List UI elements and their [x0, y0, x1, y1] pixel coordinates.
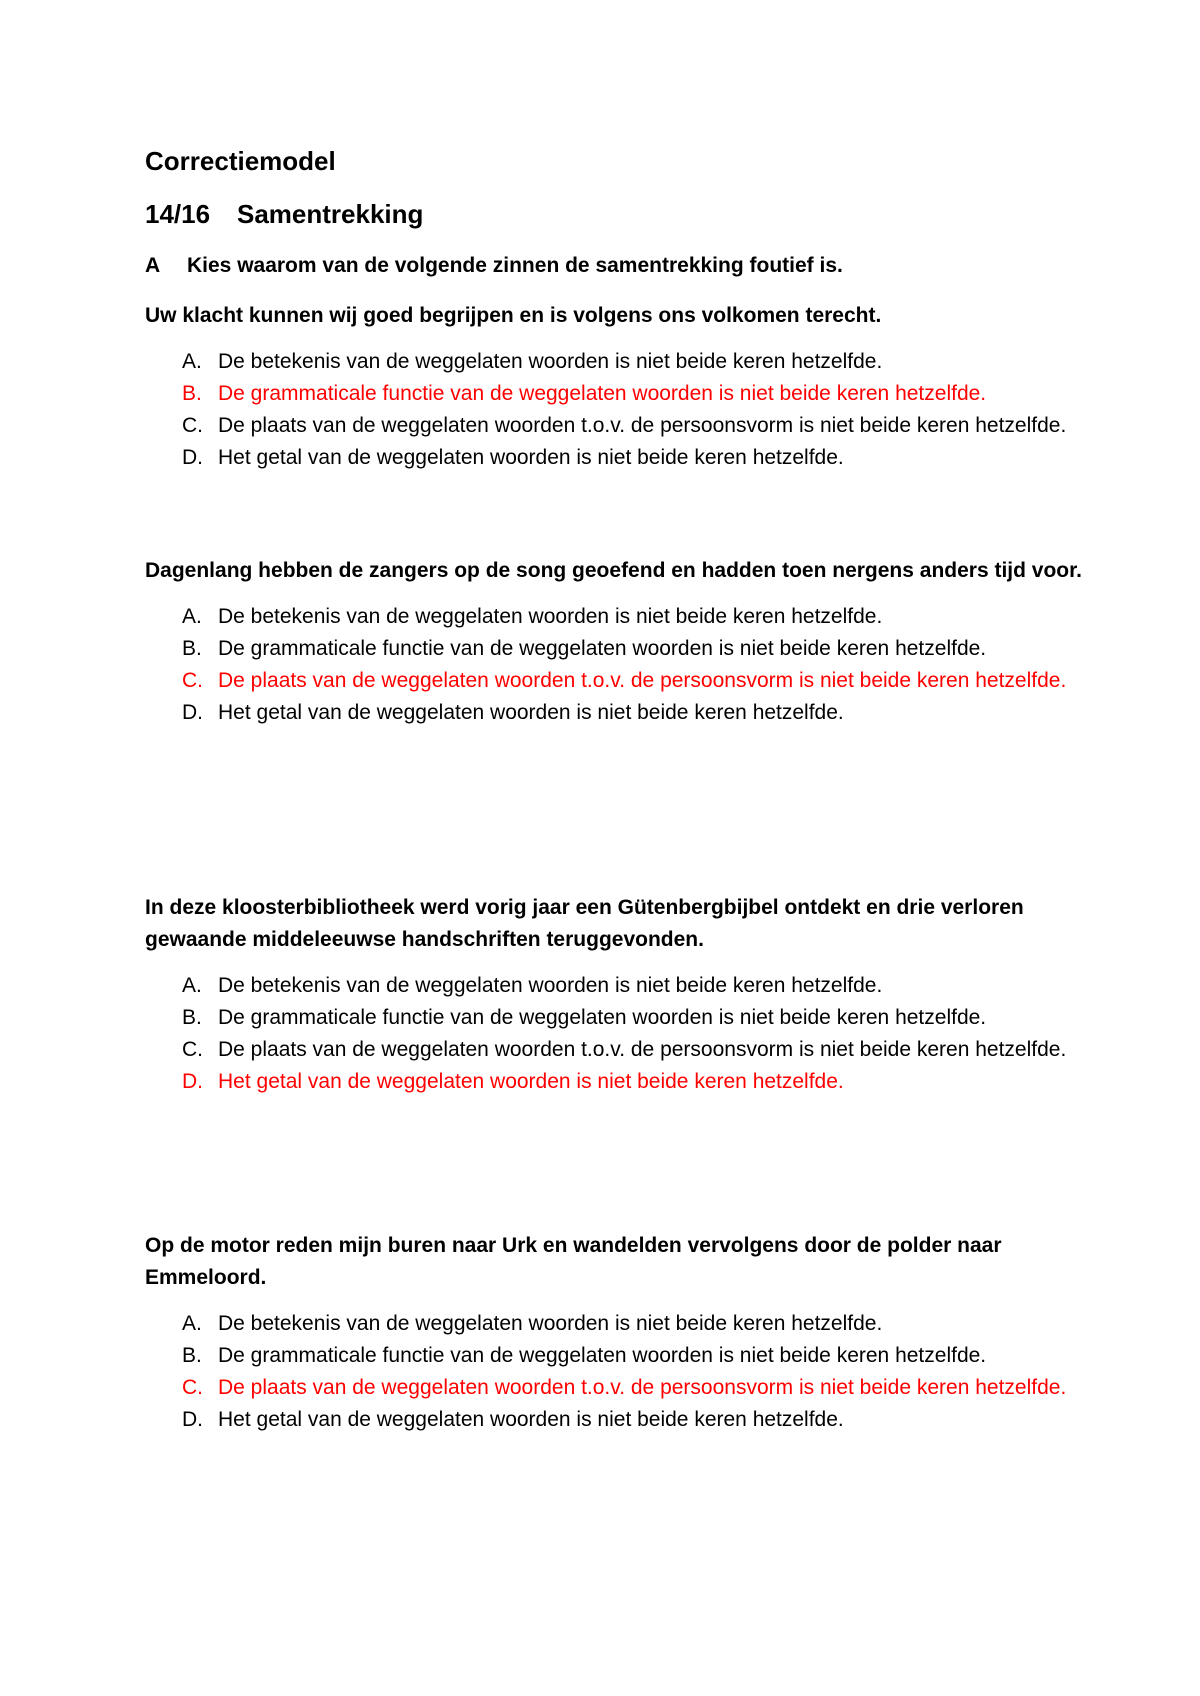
- option-letter: D.: [182, 701, 203, 724]
- option-d: [145, 1404, 1085, 1436]
- option-list: [145, 346, 1085, 474]
- option-letter: C.: [182, 414, 203, 437]
- option-b: [145, 633, 1085, 665]
- instruction-heading: [145, 253, 843, 279]
- option-text: De plaats van de weggelaten woorden t.o.v. de persoonsvorm is niet beide keren hetzelfde.: [218, 414, 1067, 437]
- option-letter: B.: [182, 1344, 202, 1367]
- option-a: [145, 601, 1085, 633]
- option-letter: D.: [182, 1408, 203, 1431]
- option-letter: C.: [182, 669, 203, 692]
- option-a: [145, 1308, 1085, 1340]
- option-text: De grammaticale functie van de weggelaten woorden is niet beide keren hetzelfde.: [218, 1006, 987, 1029]
- option-letter: C.: [182, 1038, 203, 1061]
- question-sentence: Uw klacht kunnen wij goed begrijpen en is volgens ons volkomen terecht.: [145, 304, 882, 327]
- option-text: De plaats van de weggelaten woorden t.o.v. de persoonsvorm is niet beide keren hetzelfde.: [218, 669, 1067, 692]
- option-c: [145, 1372, 1085, 1404]
- question-4: [145, 1230, 1085, 1436]
- question-3: [145, 892, 1085, 1098]
- option-text: De betekenis van de weggelaten woorden is niet beide keren hetzelfde.: [218, 974, 883, 997]
- option-text: Het getal van de weggelaten woorden is niet beide keren hetzelfde.: [218, 1070, 844, 1093]
- option-list: [145, 1308, 1085, 1436]
- option-letter: A.: [182, 350, 202, 373]
- option-letter: A.: [182, 605, 202, 628]
- option-text: De grammaticale functie van de weggelaten woorden is niet beide keren hetzelfde.: [218, 1344, 987, 1367]
- option-letter: B.: [182, 637, 202, 660]
- option-c: [145, 665, 1085, 697]
- option-d: [145, 697, 1085, 729]
- option-d: [145, 1066, 1085, 1098]
- option-text: De plaats van de weggelaten woorden t.o.v. de persoonsvorm is niet beide keren hetzelfde.: [218, 1376, 1067, 1399]
- section-title: Samentrekking: [237, 199, 424, 229]
- option-text: De plaats van de weggelaten woorden t.o.v. de persoonsvorm is niet beide keren hetzelfde.: [218, 1038, 1067, 1061]
- option-letter: A.: [182, 974, 202, 997]
- question-sentence: In deze kloosterbibliotheek werd vorig jaar een Gütenbergbijbel ontdekt en drie verloren gewaande middeleeuwse handschriften teruggevonden.: [145, 896, 1024, 951]
- option-text: Het getal van de weggelaten woorden is niet beide keren hetzelfde.: [218, 446, 844, 469]
- section-heading: [145, 199, 423, 229]
- option-text: Het getal van de weggelaten woorden is niet beide keren hetzelfde.: [218, 701, 844, 724]
- option-text: De grammaticale functie van de weggelaten woorden is niet beide keren hetzelfde.: [218, 637, 987, 660]
- option-b: [145, 378, 1085, 410]
- option-letter: B.: [182, 382, 202, 405]
- option-text: De betekenis van de weggelaten woorden is niet beide keren hetzelfde.: [218, 605, 883, 628]
- option-text: De betekenis van de weggelaten woorden is niet beide keren hetzelfde.: [218, 1312, 883, 1335]
- option-a: [145, 346, 1085, 378]
- instruction-letter: A: [145, 254, 161, 277]
- option-letter: C.: [182, 1376, 203, 1399]
- section-number: 14/16: [145, 199, 211, 229]
- option-letter: A.: [182, 1312, 202, 1335]
- option-d: [145, 442, 1085, 474]
- question-2: [145, 555, 1085, 729]
- instruction-text: Kies waarom van de volgende zinnen de samentrekking foutief is.: [187, 254, 843, 277]
- option-c: [145, 410, 1085, 442]
- option-text: Het getal van de weggelaten woorden is niet beide keren hetzelfde.: [218, 1408, 844, 1431]
- question-1: [145, 300, 1085, 474]
- option-a: [145, 970, 1085, 1002]
- option-letter: D.: [182, 1070, 203, 1093]
- option-list: [145, 601, 1085, 729]
- option-b: [145, 1340, 1085, 1372]
- option-text: De grammaticale functie van de weggelaten woorden is niet beide keren hetzelfde.: [218, 382, 987, 405]
- option-b: [145, 1002, 1085, 1034]
- option-list: [145, 970, 1085, 1098]
- question-sentence: Op de motor reden mijn buren naar Urk en wandelden vervolgens door de polder naar Emmeloord.: [145, 1234, 1002, 1289]
- question-sentence: Dagenlang hebben de zangers op de song geoefend en hadden toen nergens anders tijd voor.: [145, 559, 1082, 582]
- option-c: [145, 1034, 1085, 1066]
- document-title: Correctiemodel: [145, 146, 336, 176]
- option-text: De betekenis van de weggelaten woorden is niet beide keren hetzelfde.: [218, 350, 883, 373]
- option-letter: B.: [182, 1006, 202, 1029]
- option-letter: D.: [182, 446, 203, 469]
